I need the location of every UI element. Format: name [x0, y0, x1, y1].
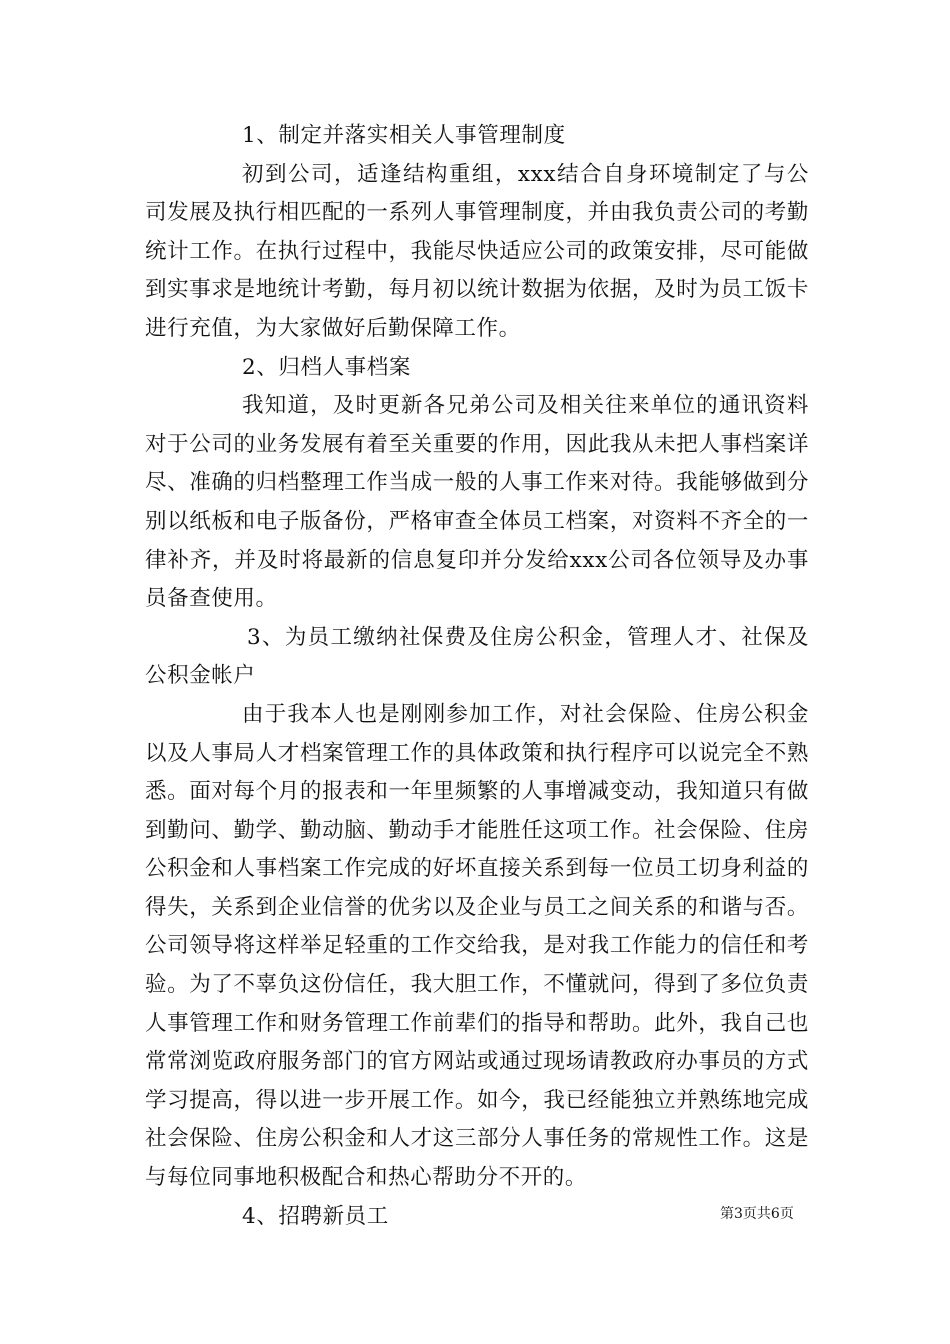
paragraph-2: 我知道，及时更新各兄弟公司及相关往来单位的通讯资料对于公司的业务发展有着至关重要的作用，因此我从未把人事档案详尽、准确的归档整理工作当成一般的人事工作来对待。我能够做到分别以纸板和电子版备份，严格审查全体员工档案，对资料不齐全的一律补齐，并及时将最新的信息复印并分发给xxx公司各位领导及办事员备查使用。	[145, 393, 809, 612]
section-heading-2: 2、归档人事档案	[242, 354, 411, 380]
section-heading-1: 1、制定并落实相关人事管理制度	[242, 123, 566, 148]
section-heading-3: 3、为员工缴纳社保费及住房公积金，管理人才、社保及公积金帐户	[145, 624, 809, 689]
document-body	[145, 117, 809, 1236]
page-footer: 第3页共6页	[720, 1206, 794, 1222]
paragraph-1: 初到公司，适逢结构重组，xxx结合自身环境制定了与公司发展及执行相匹配的一系列人事管理制度，并由我负责公司的考勤统计工作。在执行过程中，我能尽快适应公司的政策安排，尽可能做到实事求是地统计考勤，每月初以统计数据为依据，及时为员工饭卡进行充值，为大家做好后勤保障工作。	[145, 161, 809, 341]
paragraph-3: 由于我本人也是刚刚参加工作，对社会保险、住房公积金以及人事局人才档案管理工作的具体政策和执行程序可以说完全不熟悉。面对每个月的报表和一年里频繁的人事增减变动，我知道只有做到勤问、勤学、勤动脑、勤动手才能胜任这项工作。社会保险、住房公积金和人事档案工作完成的好坏直接关系到每一位员工切身利益的得失，关系到企业信誉的优劣以及企业与员工之间关系的和谐与否。公司领导将这样举足轻重的工作交给我，是对我工作能力的信任和考验。为了不辜负这份信任，我大胆工作，不懂就问，得到了多位负责人事管理工作和财务管理工作前辈们的指导和帮助。此外，我自己也常常浏览政府服务部门的官方网站或通过现场请教政府办事员的方式学习提高，得以进一步开展工作。如今，我已经能独立并熟练地完成社会保险、住房公积金和人才这三部分人事任务的常规性工作。这是与每位同事地积极配合和热心帮助分不开的。	[145, 701, 809, 1191]
section-heading-4: 4、招聘新员工	[242, 1203, 389, 1229]
